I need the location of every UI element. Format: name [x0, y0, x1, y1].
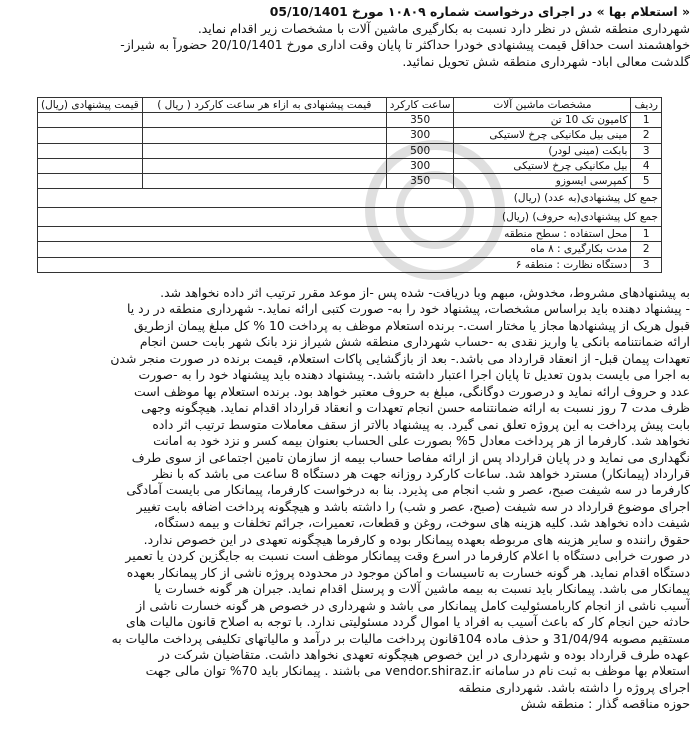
info-no: 3: [631, 257, 662, 272]
row-price-per-hour: [142, 143, 386, 158]
header-line: خواهشمند است حداقل قیمت پیشنهادی خودرا حداکثر تا پایان وقت اداری مورخ 20/10/1401 حضوراً به شیراز-: [120, 37, 690, 52]
info-text: محل استفاده : سطح منطقه: [38, 227, 631, 242]
header-price-per-hour: قیمت پیشنهادی به ازاء هر ساعت کارکرد ( ریال ): [142, 98, 386, 113]
row-no: 1: [631, 113, 662, 128]
table-row: [38, 158, 662, 173]
table-header-row: [38, 98, 662, 113]
row-price-per-hour: [142, 158, 386, 173]
info-row: [38, 257, 662, 272]
row-no: 3: [631, 143, 662, 158]
body-line: بابت پیش پرداخت به این پروژه تعلق نمی گیرد. به پیشنهاد بالاتر از سقف معاملات متوسط ترتیب اثر داده: [152, 416, 690, 432]
body-line: قبول هریک از پیشنهادها مجاز یا مختار است.- برنده استعلام موظف به پرداخت 10 % کل مبلغ پیمان ازطریق: [133, 317, 690, 333]
sum-letters-row: [38, 208, 662, 227]
body-line: نگهداری می نماید و در پایان قرارداد پس از ارائه مفاصا حساب بیمه از سازمان تامین اجتماعی از سوی طرف: [131, 449, 690, 465]
row-price-total: [38, 128, 143, 143]
notice-header: [6, 4, 690, 70]
body-line: استعلام بها موظف به ثبت نام در سامانه vendor.shiraz.ir می باشند . پیمانکار باید 70% توان مالی جهت: [145, 663, 690, 679]
body-line: - پیشنهاد دهنده باید براساس مشخصات، پیشنهاد خود را به- صورت کتبی ارائه نماید.- شهرداری منطقه در رد یا: [127, 301, 690, 317]
info-text: دستگاه نظارت : منطقه ۶: [38, 257, 631, 272]
body-line: در صورت خرابی دستگاه با اعلام کارفرما در اسرع وقت پیمانکار موظف است نسبت به جایگزین کردن یا تعمیر: [125, 548, 690, 564]
row-price-total: [38, 158, 143, 173]
body-line: شیفت داده نخواهد شد. کلیه هزینه های سوخت، روغن و قطعات، تعمیرات، جرائم تخلفات و بیمه دستگاه،: [153, 515, 690, 531]
row-price-per-hour: [142, 113, 386, 128]
row-price-per-hour: [142, 128, 386, 143]
table-row: [38, 128, 662, 143]
row-no: 4: [631, 158, 662, 173]
body-line: عهده طرف قرارداد بوده و شهرداری در این خصوص هیچگونه تعهدی نخواهد داشت. متقاضیان شرکت در: [158, 646, 690, 662]
info-no: 2: [631, 242, 662, 257]
body-line: عدد و حروف ارائه نماید و درصورت دوگانگی، مبلغ به حروف معتبر خواهد بود. برنده استعلام بها موظف است: [133, 383, 690, 399]
info-row: [38, 242, 662, 257]
body-line: دستگاه اقدام نماید. هر گونه خسارت به تاسیسات و اماکن موجود در محدوده پروژه ناشی از کار پیمانکار بعهده: [126, 564, 690, 580]
sum-numeric-row: [38, 189, 662, 208]
header-line: « استعلام بها » در اجرای درخواست شماره ۱۰۸۰۹ مورخ 05/10/1401: [269, 4, 690, 19]
row-hours: 350: [386, 113, 454, 128]
sum-numeric-label: جمع کل پیشنهادی(به عدد) (ریال): [38, 189, 662, 208]
row-no: 5: [631, 173, 662, 188]
machinery-table: [37, 97, 662, 273]
info-text: مدت بکارگیری : ۸ ماه: [38, 242, 631, 257]
info-no: 1: [631, 227, 662, 242]
body-line: کارفرما در سه شیفت صبح، عصر و شب انجام می پذیرد. بنا به درخواست کارفرما، پیمانکار می بایست آمادگی: [126, 482, 690, 498]
body-line: حقوق راننده و سایر هزینه های مربوطه بعهده پیمانکار بوده و کارفرما هیچگونه تعهدی در این خصوص ندارد.: [143, 531, 690, 547]
row-hours: 500: [386, 143, 454, 158]
row-price-total: [38, 173, 143, 188]
row-price-total: [38, 113, 143, 128]
row-hours: 300: [386, 128, 454, 143]
row-spec: کمپرسی ایسوزو: [454, 173, 631, 188]
header-price-total: قیمت پیشنهادی (ریال): [38, 98, 143, 113]
table-row: [38, 143, 662, 158]
body-line: پیمانکار می باشد. پیمانکار باید نسبت به بیمه ماشین آلات و پرسنل اقدام نماید. جبران هر گونه خسارت یا: [153, 581, 690, 597]
info-row: [38, 227, 662, 242]
body-line: به اجرا می بایست بدون تعدیل تا پایان اجرا اعتبار داشته باشد.- پیشنهاد دهنده باید پیشنهاد خود را به -صورت: [138, 367, 690, 383]
body-line: قرارداد (پیمانکار) مسترد خواهد شد. ساعات کارکرد روزانه جهت هر دستگاه 8 ساعت می باشد که با نظر: [152, 465, 690, 481]
row-spec: بابکت (مینی لودر): [454, 143, 631, 158]
body-line: ظرف مدت 7 روز نسبت به ارائه ضمانتنامه حسن انجام تعهدات و انعقاد قرارداد اقدام نماید. هیچگونه وجهی: [141, 400, 690, 416]
table-row: [38, 113, 662, 128]
header-row-no: ردیف: [631, 98, 662, 113]
table-row: [38, 173, 662, 188]
notice-body: [6, 285, 690, 713]
body-line: اجرای موضوع قرارداد در سه شیفت (صبح، عصر و شب) را داشته باشد و هیچگونه پرداخت اضافه بابت تغییر: [136, 498, 690, 514]
header-spec: مشخصات ماشین آلات: [454, 98, 631, 113]
row-no: 2: [631, 128, 662, 143]
header-line: گلدشت معالی اباد- شهرداری منطقه شش تحویل نمائید.: [402, 53, 690, 69]
body-line: به پیشنهادهای مشروط، مخدوش، مبهم وبا دریافت- شده پس -از موعد مقرر ترتیب اثر داده نخواهد شد.: [160, 285, 690, 300]
body-line: اجرای پروژه را داشته باشد. شهرداری منطقه: [458, 679, 690, 695]
row-price-per-hour: [142, 173, 386, 188]
body-line: مستقیم مصوبه 31/04/94 و حذف ماده 104قانون پرداخت مالیات بر درآمد و مالیاتهای تکلیفی پرداخت مالیات به: [111, 630, 690, 646]
row-spec: مینی بیل مکانیکی چرخ لاستیکی: [454, 128, 631, 143]
body-line: آسیب ناشی از انجام کاربامسئولیت کامل پیمانکار می باشد و شهرداری در خصوص هر گونه خسارت ناشی از: [136, 597, 690, 613]
row-hours: 300: [386, 158, 454, 173]
body-line: تعهدات پیمان قبل- از انعقاد قرارداد می باشد.- بعد از بازگشایی پاکات استعلام، قیمت برنده در صورت منجر شدن: [110, 350, 690, 366]
row-price-total: [38, 143, 143, 158]
body-line: ارائه ضمانتنامه بانکی یا واریز نقدی به -حساب شهرداری منطقه شش شیراز نزد بانک شهر بابت حسن انجام: [139, 334, 690, 350]
body-line: حوزه مناقصه گذار : منطقه شش: [520, 696, 690, 712]
row-hours: 350: [386, 173, 454, 188]
header-line: شهرداری منطقه شش در نظر دارد نسبت به بکارگیری ماشین آلات با مشخصات زیر اقدام نماید.: [197, 20, 690, 36]
row-spec: کامیون تک 10 تن: [454, 113, 631, 128]
header-hours: ساعت کارکرد: [386, 98, 454, 113]
body-line: نخواهد شد. کارفرما از هر پرداخت معادل 5% بصورت علی الحساب بعنوان بیمه کسر و نزد خود به امانت: [153, 433, 690, 449]
body-line: حادثه حین انجام کار که باعث آسیب به افراد یا اموال گردد مسئولیتی ندارد. با توجه به اصلاح قانون مالیات های: [126, 614, 690, 630]
sum-letters-label: جمع کل پیشنهادی(به حروف) (ریال): [38, 208, 662, 227]
row-spec: بیل مکانیکی چرخ لاستیکی: [454, 158, 631, 173]
